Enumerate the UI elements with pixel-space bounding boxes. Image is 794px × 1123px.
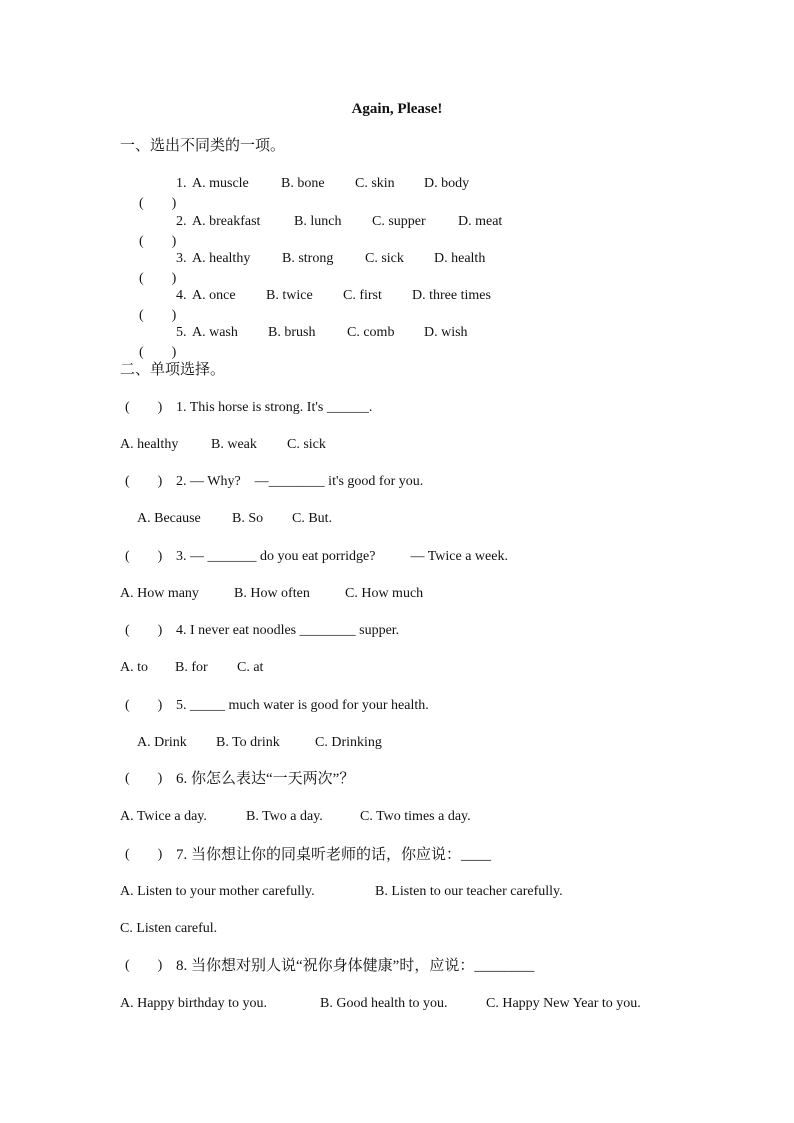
- option: A. healthy: [120, 437, 179, 452]
- option: C. at: [237, 660, 264, 675]
- option: A. How many: [120, 586, 199, 601]
- option: C. But.: [292, 511, 333, 526]
- option: B. brush: [268, 325, 316, 340]
- option: A. wash: [192, 325, 238, 340]
- question-text: 3. — _______ do you eat porridge? — Twice a week.: [176, 549, 508, 564]
- option: C. first: [343, 288, 382, 303]
- option: A. Listen to your mother carefully.: [120, 884, 315, 899]
- option: C. Two times a day.: [360, 809, 471, 824]
- option: A. Drink: [137, 735, 187, 750]
- option: D. wish: [424, 325, 468, 340]
- option: B. How often: [234, 586, 310, 601]
- question-text: 6. 你怎么表达“一天两次”？: [176, 771, 355, 787]
- answer-blank: ( ): [125, 698, 163, 713]
- option: B. So: [232, 511, 264, 526]
- section-2-heading: 二、单项选择。: [120, 362, 226, 378]
- answer-blank: ( ): [139, 271, 177, 286]
- option: B. twice: [266, 288, 313, 303]
- option: A. once: [192, 288, 236, 303]
- option: B. for: [175, 660, 208, 675]
- option: A. muscle: [192, 176, 249, 191]
- question-text: 7. 当你想让你的同桌听老师的话，你应说：____: [176, 847, 492, 863]
- option: D. meat: [458, 214, 503, 229]
- page-title: Again, Please!: [351, 101, 443, 117]
- section-1-heading: 一、选出不同类的一项。: [120, 138, 286, 154]
- option: B. lunch: [294, 214, 342, 229]
- option: C. skin: [355, 176, 395, 191]
- question-number: 5.: [176, 325, 187, 340]
- option: A. healthy: [192, 251, 251, 266]
- option: B. Good health to you.: [320, 996, 448, 1011]
- option: C. sick: [287, 437, 326, 452]
- question-number: 4.: [176, 288, 187, 303]
- option: B. bone: [281, 176, 325, 191]
- answer-blank: ( ): [125, 771, 163, 786]
- option: A. to: [120, 660, 148, 675]
- option: C. How much: [345, 586, 424, 601]
- answer-blank: ( ): [125, 958, 163, 973]
- question-number: 1.: [176, 176, 187, 191]
- option: C. supper: [372, 214, 426, 229]
- answer-blank: ( ): [139, 196, 177, 211]
- option: D. three times: [412, 288, 491, 303]
- answer-blank: ( ): [125, 549, 163, 564]
- question-number: 3.: [176, 251, 187, 266]
- option: A. Twice a day.: [120, 809, 207, 824]
- question-number: 2.: [176, 214, 187, 229]
- question-text: 5. _____ much water is good for your health.: [176, 698, 429, 713]
- answer-blank: ( ): [139, 308, 177, 323]
- option: B. To drink: [216, 735, 280, 750]
- option: C. Drinking: [315, 735, 382, 750]
- option: D. body: [424, 176, 470, 191]
- answer-blank: ( ): [125, 623, 163, 638]
- question-text: 8. 当你想对别人说“祝你身体健康”时，应说：________: [176, 958, 535, 974]
- option: B. weak: [211, 437, 257, 452]
- option: A. Happy birthday to you.: [120, 996, 267, 1011]
- question-text: 1. This horse is strong. It's ______.: [176, 400, 373, 415]
- answer-blank: ( ): [125, 474, 163, 489]
- option: B. Two a day.: [246, 809, 323, 824]
- question-text: 4. I never eat noodles ________ supper.: [176, 623, 400, 638]
- option: A. Because: [137, 511, 201, 526]
- answer-blank: ( ): [125, 847, 163, 862]
- answer-blank: ( ): [139, 345, 177, 360]
- option: B. strong: [282, 251, 334, 266]
- option: A. breakfast: [192, 214, 261, 229]
- answer-blank: ( ): [139, 234, 177, 249]
- option: C. comb: [347, 325, 395, 340]
- option: B. Listen to our teacher carefully.: [375, 884, 563, 899]
- question-text: 2. — Why? —________ it's good for you.: [176, 474, 424, 489]
- option: D. health: [434, 251, 486, 266]
- option: C. sick: [365, 251, 404, 266]
- answer-blank: ( ): [125, 400, 163, 415]
- option: C. Listen careful.: [120, 921, 218, 936]
- option: C. Happy New Year to you.: [486, 996, 641, 1011]
